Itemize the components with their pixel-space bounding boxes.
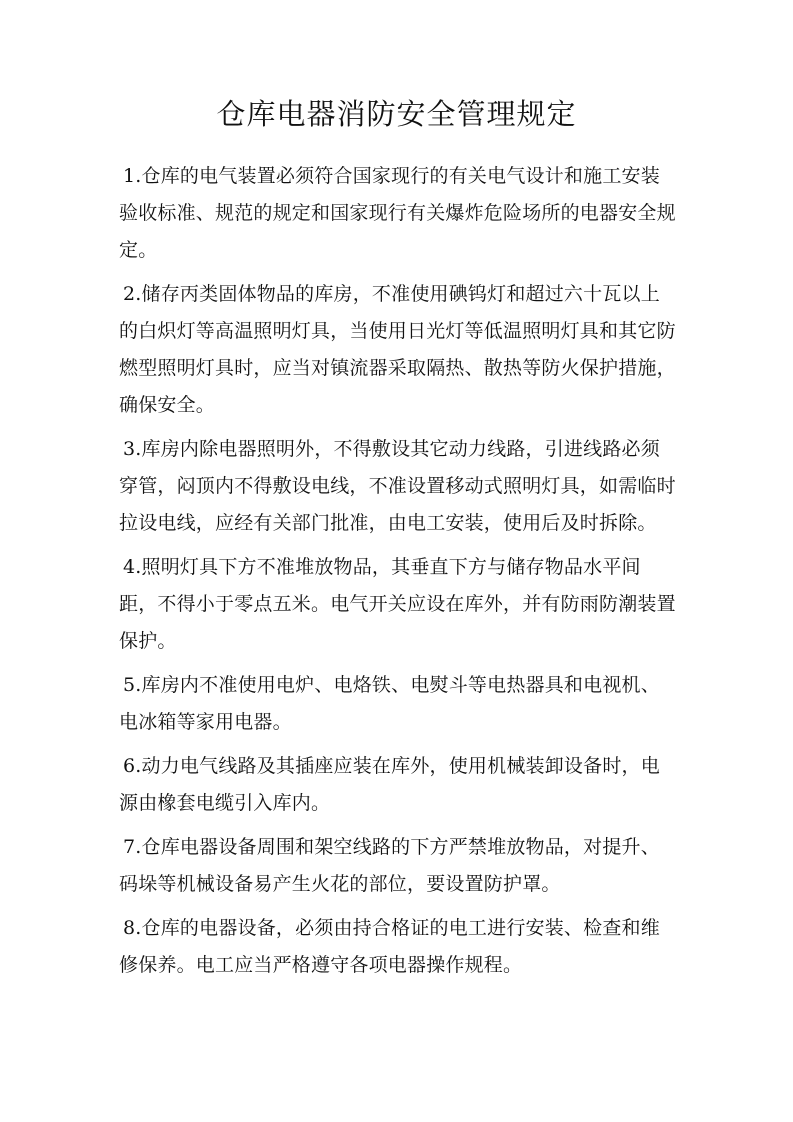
clause-5: 5.库房内不准使用电炉、电烙铁、电熨斗等电热器具和电视机、电冰箱等家用电器。 — [119, 674, 660, 733]
clause-8: 8.仓库的电器设备，必须由持合格证的电工进行安装、检查和维修保养。电工应当严格遵守各项电器操作规程。 — [119, 917, 660, 976]
clause-2: 2.储存丙类固体物品的库房，不准使用碘钨灯和超过六十瓦以上的白炽灯等高温照明灯具，当使用日光灯等低温照明灯具和其它防燃型照明灯具时，应当对镇流器采取隔热、散热等防火保护措施，确保安全。 — [119, 283, 676, 416]
document-body — [119, 158, 679, 991]
clause-4: 4.照明灯具下方不准堆放物品，其垂直下方与储存物品水平间距，不得小于零点五米。电气开关应设在库外，并有防雨防潮装置保护。 — [119, 556, 676, 652]
clause-7: 7.仓库电器设备周围和架空线路的下方严禁堆放物品，对提升、码垛等机械设备易产生火花的部位，要设置防护罩。 — [119, 836, 660, 895]
document-title: 仓库电器消防安全管理规定 — [216, 97, 577, 131]
clause-6: 6.动力电气线路及其插座应装在库外，使用机械装卸设备时，电源由橡套电缆引入库内。 — [119, 755, 660, 814]
clause-3: 3.库房内除电器照明外，不得敷设其它动力线路，引进线路必须穿管，闷顶内不得敷设电线，不准设置移动式照明灯具，如需临时拉设电线，应经有关部门批准，由电工安装，使用后及时拆除。 — [119, 438, 676, 534]
clause-1: 1.仓库的电气装置必须符合国家现行的有关电气设计和施工安装验收标准、规范的规定和国家现行有关爆炸危险场所的电器安全规定。 — [119, 165, 676, 261]
